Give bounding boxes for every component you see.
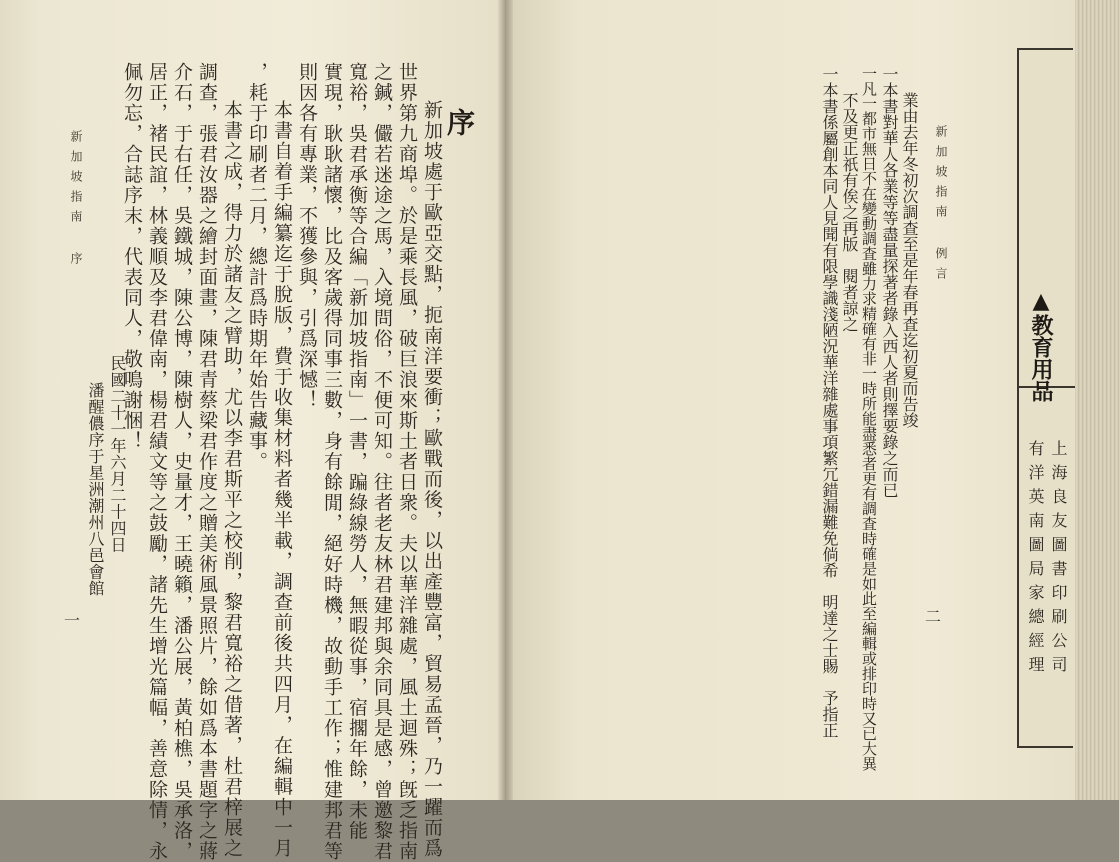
rules-column: 一本書係屬創本同人見聞有限學識淺陋況華洋雜處事項繁冗錯漏難免倘希 明達之士賜 予指正 bbox=[820, 66, 839, 738]
page-edges bbox=[1075, 0, 1119, 800]
preface-column: 佩勿忘，合誌序末，代表同人，敬鳴謝悃！ bbox=[121, 62, 143, 452]
rules-column: 一凡一都市無日不在變動調査雖力求精確有非一時所能盡悉者更有調査時確是如此至編輯或排印時又已大異 bbox=[860, 66, 878, 771]
advertisement-company: 上海良友圖書印刷公司 bbox=[1049, 440, 1068, 680]
preface-title: 序 bbox=[443, 108, 476, 138]
running-header-left: 新加坡指南 序 bbox=[69, 130, 83, 272]
book-spine bbox=[497, 0, 513, 800]
rules-column: 一本書對華人各業等等盡量探著者錄入西人者則擇要錄之而已 bbox=[880, 66, 899, 498]
rules-column: 不及更正祇有俟之再版 閱者諒之 bbox=[840, 92, 859, 332]
preface-column: 居正，褚民誼，林義順及李君偉南，楊君績文等之鼓勵，諸先生增光篇幅，善意除情，永 bbox=[146, 62, 168, 862]
page-number-left: 一 bbox=[64, 611, 81, 630]
advertisement-category: ▲教育用品 bbox=[1028, 288, 1054, 402]
advertisement-agent: 有洋英南圖局家總經理 bbox=[1026, 440, 1045, 680]
preface-column: 本書自着手編纂迄于脫版，費于收集材料者幾半載，調查前後共四月，在編輯中一月 bbox=[271, 100, 293, 859]
preface-column: 世界第九商埠。於是乘長風，破巨浪來斯土者日衆。夫以華洋雜處，風土迴殊；旣乏指南 bbox=[396, 62, 418, 862]
preface-column: 之鍼，儼若迷途之馬，入境問俗，不便可知。往者老友林君建邦與余同具是感，曾邀黎君 bbox=[371, 62, 393, 862]
preface-column: ，耗于印刷者二月，總計爲時期年始告藏事。 bbox=[246, 62, 268, 472]
page-number-right: 二 bbox=[925, 607, 942, 626]
rules-column: 業由去年冬初次調查至是年春再査迄初夏而告竣 bbox=[900, 92, 919, 428]
preface-column: 則因各有專業，不獲參與，引爲深憾！ bbox=[296, 62, 318, 411]
preface-signature: 潘醒儂序于星洲潮州八邑會館 bbox=[86, 382, 105, 597]
preface-date: 民國二十一年六月二十四日 bbox=[108, 355, 127, 553]
running-header-right: 新加坡指南 例言 bbox=[934, 125, 948, 287]
preface-column: 調查，張君汝器之繪封面畫，陳君青蔡梁君作度之贈美術風景照片，餘如爲本書題字之蔣 bbox=[196, 62, 218, 862]
preface-column: 實現，耿耿諸懷，比及客歲得同事三數，身有餘閒，絕好時機，故動手工作；惟建邦君等 bbox=[321, 62, 343, 862]
preface-column: 寬裕，吳君承衡等合編「新加坡指南」一書，蹁綠線勞人，無暇從事，宿擱年餘，未能 bbox=[346, 62, 368, 841]
preface-column: 新加坡處于歐亞交點，扼南洋要衝；歐戰而後，以出產豐富，貿易孟晉，乃一躍而爲 bbox=[421, 100, 443, 859]
preface-column: 本書之成，得力於諸友之臂助，尤以李君斯平之校削，黎君寬裕之借著，杜君梓展之 bbox=[221, 100, 243, 859]
preface-column: 介石，于右任，吳鐵城，陳公博，陳樹人，史量才，王曉籟，潘公展，黃柏樵，吳承洛， bbox=[171, 62, 193, 862]
